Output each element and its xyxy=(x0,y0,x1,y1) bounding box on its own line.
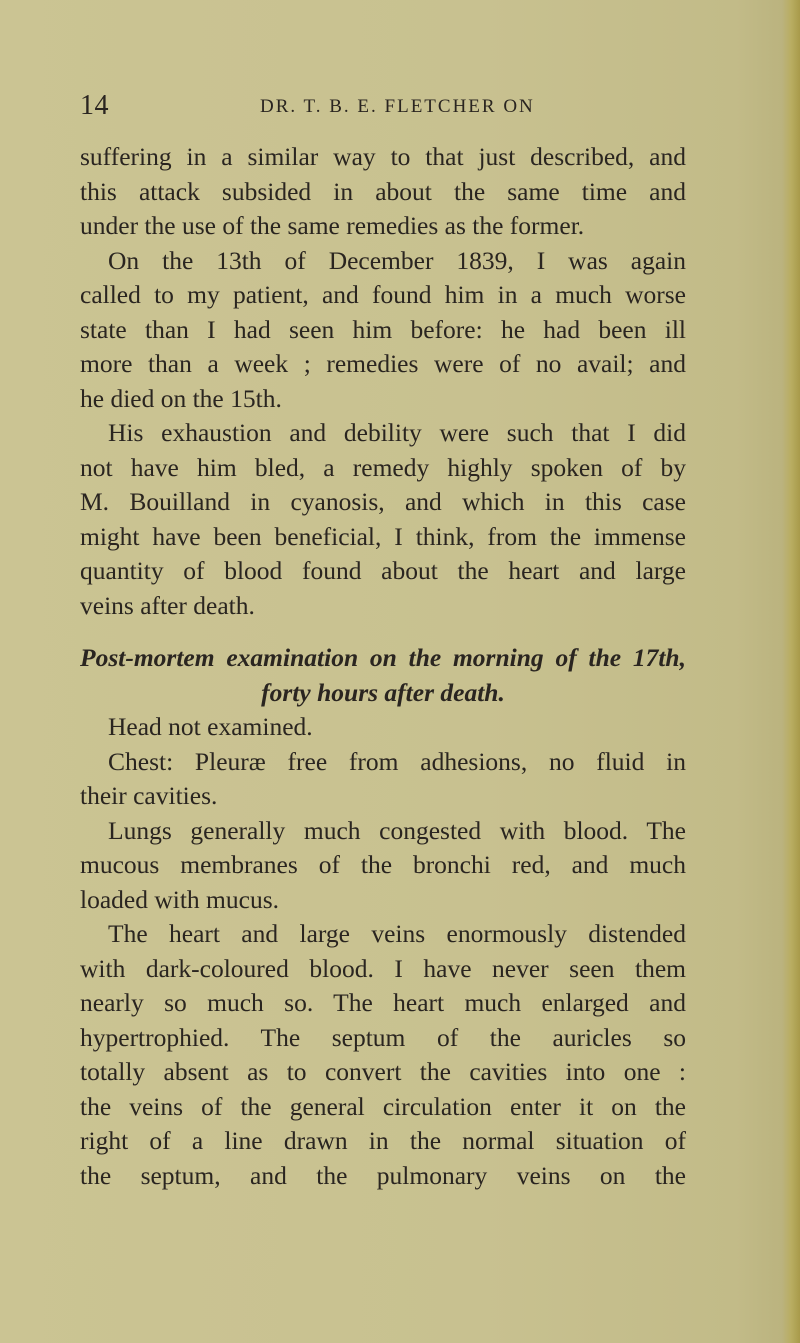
text-line: might have been beneficial, I think, from the immense xyxy=(80,521,686,551)
section-heading xyxy=(80,641,686,710)
paragraph-2 xyxy=(80,244,686,417)
text-line: quantity of blood found about the heart and large xyxy=(80,556,686,585)
text-line: called to my patient, and found him in a much worse xyxy=(80,280,686,309)
paragraph-1 xyxy=(80,140,686,244)
paragraph-5 xyxy=(80,745,686,814)
text-line: not have him bled, a remedy highly spoken of by xyxy=(80,452,686,482)
text-line: nearly so much so. The heart much enlarged and xyxy=(80,988,686,1017)
text-line: under the use of the same remedies as the former. xyxy=(80,211,585,240)
running-head: DR. T. B. E. FLETCHER ON xyxy=(260,96,535,117)
paragraph-7 xyxy=(80,917,686,1193)
text-line: this attack subsided in about the same time and xyxy=(80,176,686,206)
paragraph-3 xyxy=(80,416,686,623)
text-line: On the 13th of December 1839, I was again xyxy=(108,245,686,275)
text-line: totally absent as to convert the cavities into one : xyxy=(80,1057,686,1086)
text-line: their cavities. xyxy=(80,781,218,810)
text-line: Head not examined. xyxy=(108,712,313,741)
text-line: His exhaustion and debility were such that I did xyxy=(108,418,686,447)
text-line: Lungs generally much congested with blood. The xyxy=(108,815,686,845)
text-line: loaded with mucus. xyxy=(80,884,280,914)
text-line: state than I had seen him before: he had been ill xyxy=(80,314,686,344)
text-line: with dark-coloured blood. I have never seen them xyxy=(80,953,686,983)
text-line: right of a line drawn in the normal situation of xyxy=(80,1126,686,1155)
text-line: the septum, and the pulmonary veins on the xyxy=(80,1160,686,1190)
text-line: he died on the 15th. xyxy=(80,383,282,413)
page-edge xyxy=(782,0,800,1343)
text-line: suffering in a similar way to that just described, and xyxy=(80,142,686,171)
heading-line: Post-mortem examination on the morning of the 17th, xyxy=(80,643,686,672)
paragraph-6 xyxy=(80,814,686,918)
text-line: veins after death. xyxy=(80,590,255,620)
body-text xyxy=(80,140,686,1193)
text-line: more than a week ; remedies were of no avail; and xyxy=(80,349,686,378)
paragraph-4 xyxy=(80,710,686,745)
text-line: Chest: Pleuræ free from adhesions, no fluid in xyxy=(108,746,686,776)
text-line: mucous membranes of the bronchi red, and much xyxy=(80,850,686,879)
text-line: The heart and large veins enormously distended xyxy=(108,919,686,948)
text-line: hypertrophied. The septum of the auricles so xyxy=(80,1022,686,1052)
heading-line: forty hours after death. xyxy=(261,677,505,707)
text-line: the veins of the general circulation enter it on the xyxy=(80,1091,686,1121)
page-number: 14 xyxy=(80,90,109,121)
page-header xyxy=(80,90,700,124)
text-line: M. Bouilland in cyanosis, and which in this case xyxy=(80,487,686,516)
